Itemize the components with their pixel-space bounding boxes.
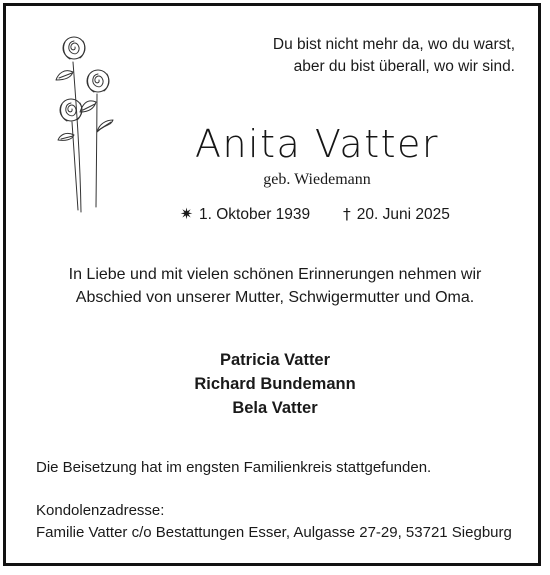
birth-date: 1. Oktober 1939 [199, 206, 311, 223]
mourner-name: Bela Vatter [232, 399, 318, 417]
mourner-name: Richard Bundemann [194, 375, 356, 393]
condolence-address-line: Familie Vatter c/o Bestattungen Esser, Aulgasse 27-29, 53721 Siegburg [36, 524, 512, 541]
funeral-note: Die Beisetzung hat im engsten Familienkreis stattgefunden. [36, 459, 432, 476]
mourners-list [0, 348, 550, 420]
quote-line: aber du bist überall, wo wir sind. [293, 58, 515, 75]
death-date: 20. Juni 2025 [356, 206, 450, 223]
death-date-group [343, 203, 450, 226]
message-line: Abschied von unserer Mutter, Schwigermutter und Oma. [75, 289, 475, 306]
message-line: In Liebe und mit vielen schönen Erinnerungen nehmen wir [68, 266, 482, 283]
condolence-address [36, 500, 512, 544]
mourner-name: Patricia Vatter [219, 351, 331, 369]
quote [185, 34, 515, 78]
life-dates [0, 203, 550, 225]
birth-name: geb. Wiedemann [263, 171, 371, 188]
deceased-name: Anita Vatter [194, 122, 440, 166]
farewell-message [0, 263, 550, 309]
star-icon: ✷ [180, 205, 193, 223]
quote-line: Du bist nicht mehr da, wo du warst, [272, 36, 515, 53]
birth-date-group [180, 203, 310, 226]
cross-icon: † [343, 205, 351, 223]
condolence-label: Kondolenzadresse: [36, 502, 165, 519]
